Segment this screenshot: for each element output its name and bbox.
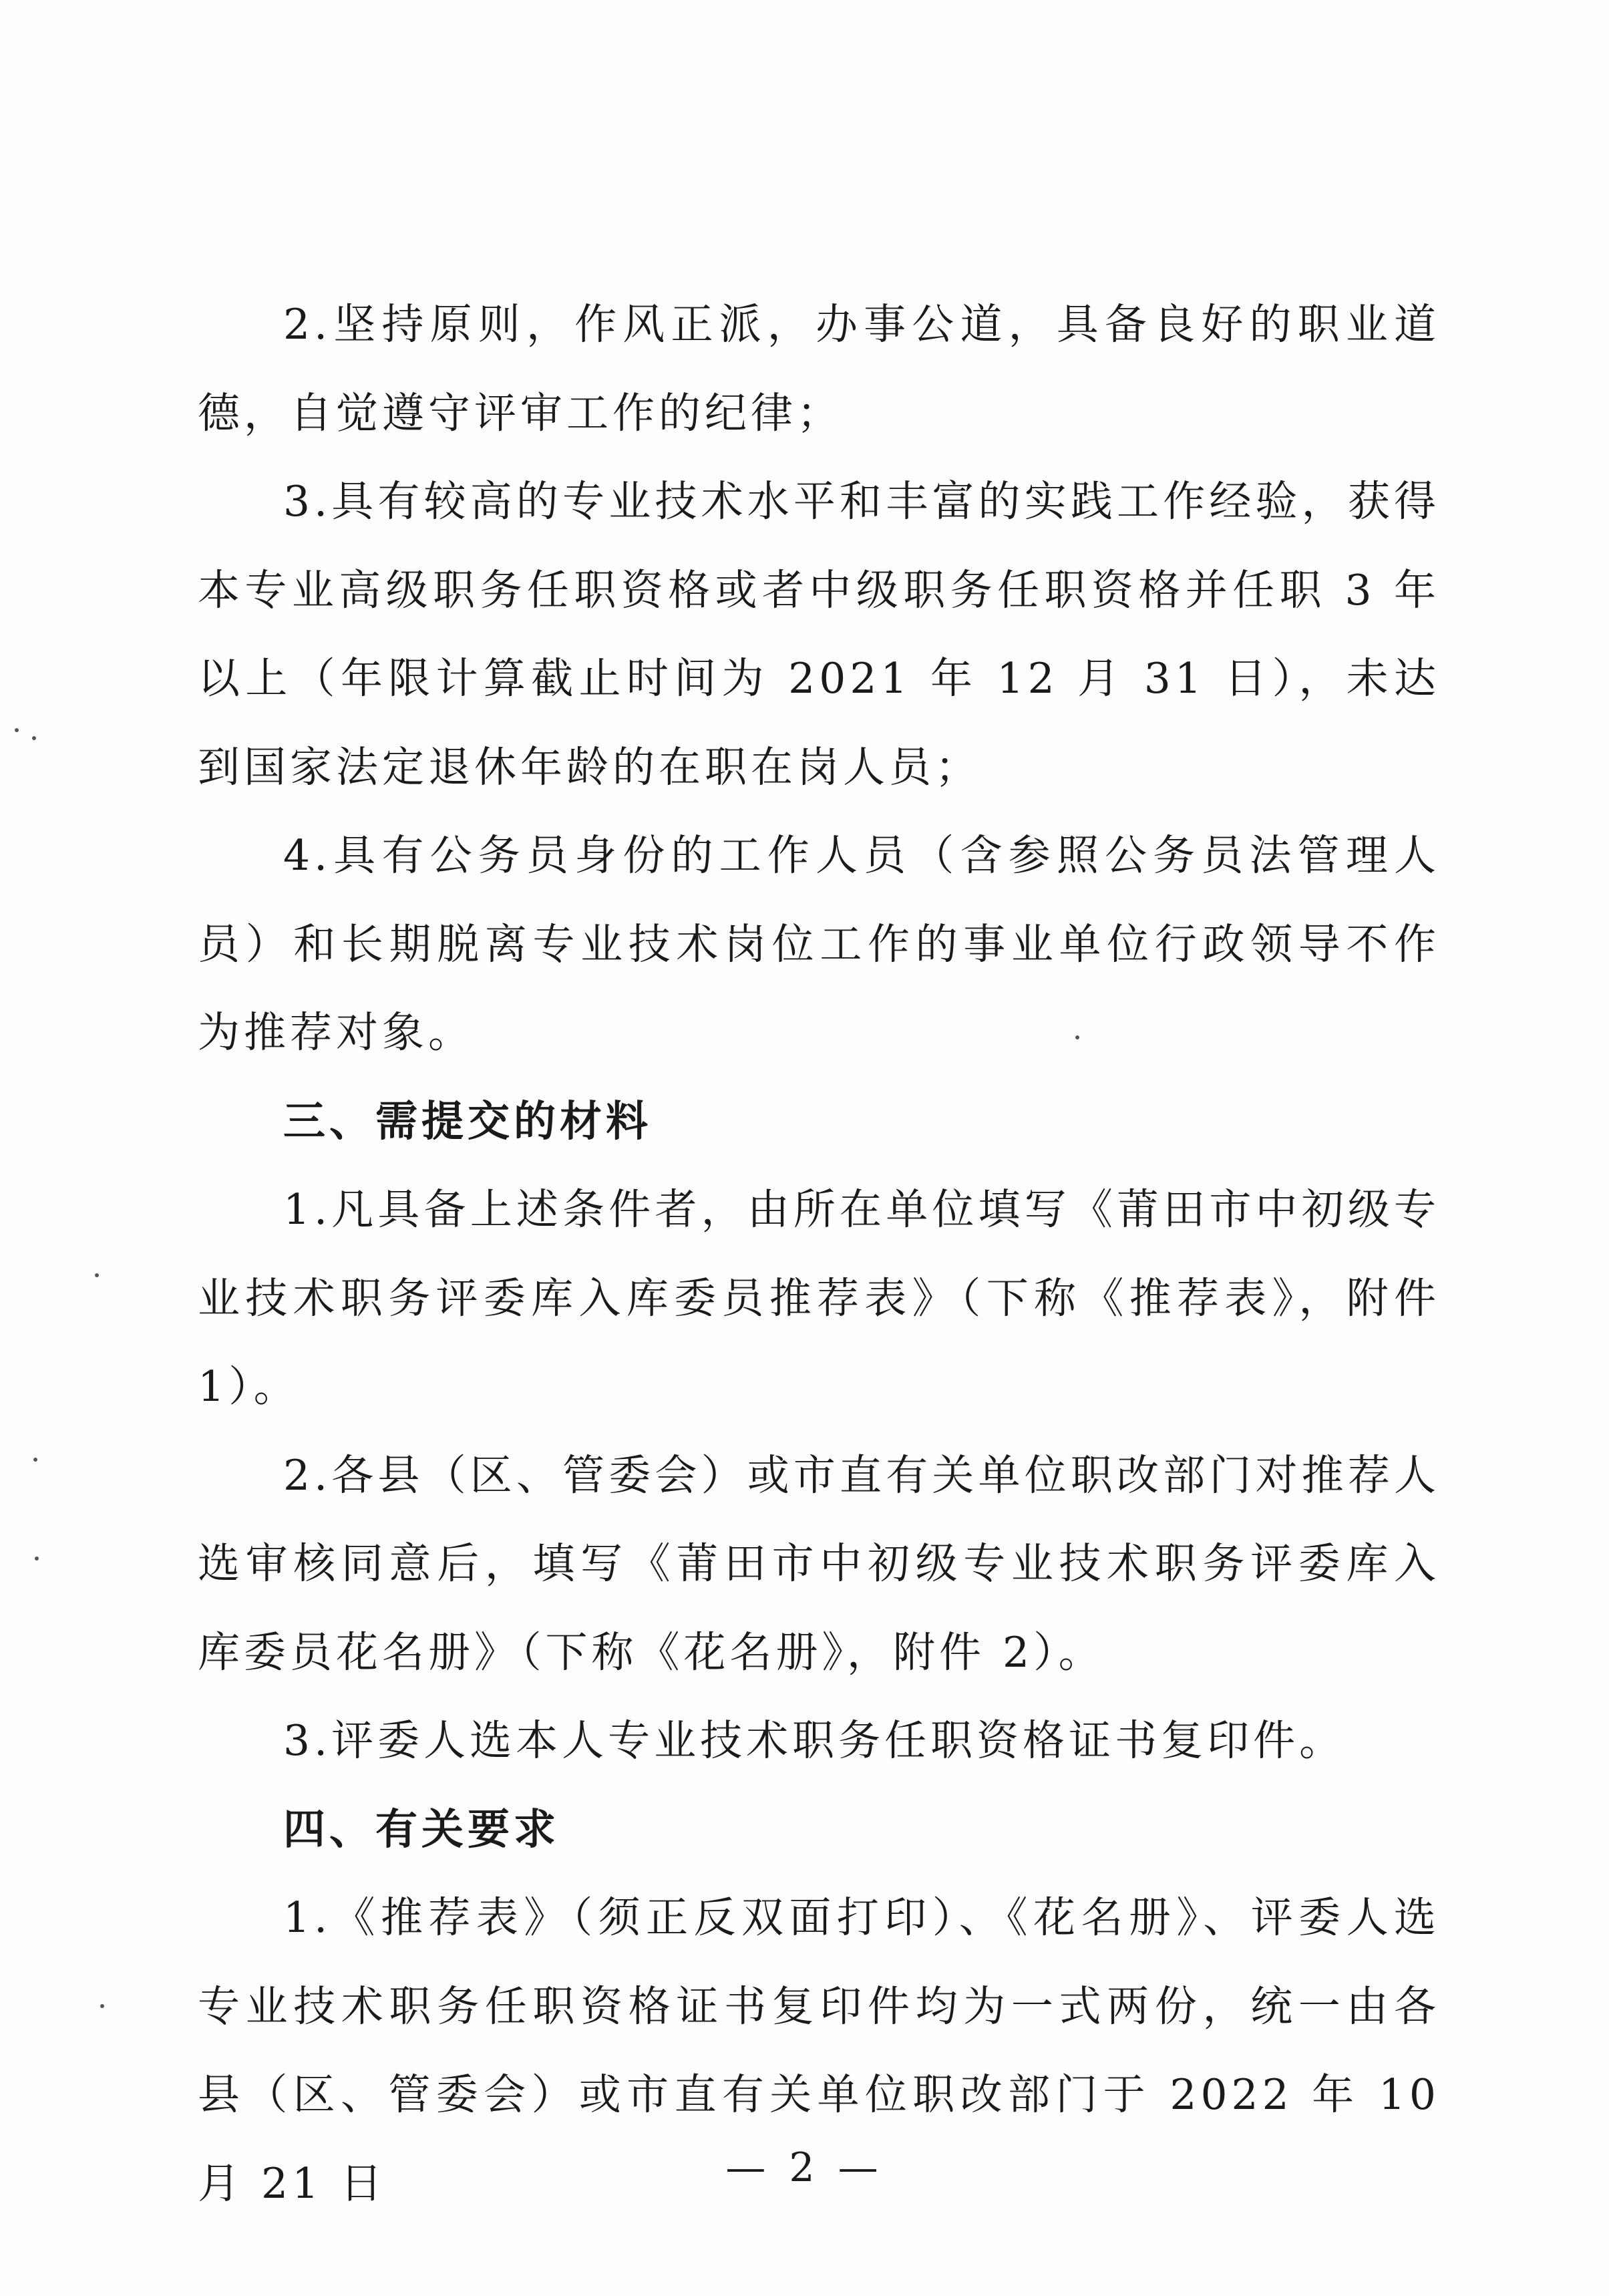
section-heading-materials: 三、需提交的材料 [283,1096,652,1146]
scan-speck [15,728,19,732]
page-number: — 2 — [725,2144,884,2191]
paragraph-requirements-1: 1.《推荐表》（须正反双面打印）、《花名册》、评委人选专业技术职务任职资格证书复印件均为一式两份，统一由各县（区、管委会）或市直有关单位职改部门于 2022 年 10 月 21 日 [198,1893,1440,2208]
paragraph-item-2: 2.坚持原则，作风正派，办事公道，具备良好的职业道德，自觉遵守评审工作的纪律； [198,300,1440,438]
scan-speck [95,1273,99,1277]
paragraph-item-3: 3.具有较高的专业技术水平和丰富的实践工作经验，获得本专业高级职务任职资格或者中级职务任职资格并任职 3 年以上（年限计算截止时间为 2021 年 12 月 31 日），未达到国家法定退休年龄的在职在岗人员； [198,477,1440,792]
scan-speck [32,736,36,740]
scan-speck [35,1556,39,1561]
scan-speck [33,1458,37,1462]
section-heading-requirements: 四、有关要求 [283,1804,560,1854]
paragraph-item-4: 4.具有公务员身份的工作人员（含参照公务员法管理人员）和长期脱离专业技术岗位工作的事业单位行政领导不作为推荐对象。 [198,831,1440,1057]
paragraph-materials-1: 1.凡具备上述条件者，由所在单位填写《莆田市中初级专业技术职务评委库入库委员推荐表》（下称《推荐表》，附件 1）。 [198,1185,1440,1411]
scan-speck [100,2004,104,2008]
paragraph-materials-3: 3.评委人选本人专业技术职务任职资格证书复印件。 [283,1716,1346,1765]
scan-speck [1075,1035,1079,1039]
paragraph-materials-2: 2.各县（区、管委会）或市直有关单位职改部门对推荐人选审核同意后，填写《莆田市中初级专业技术职务评委库入库委员花名册》（下称《花名册》，附件 2）。 [198,1450,1440,1677]
document-body [198,281,1440,2228]
